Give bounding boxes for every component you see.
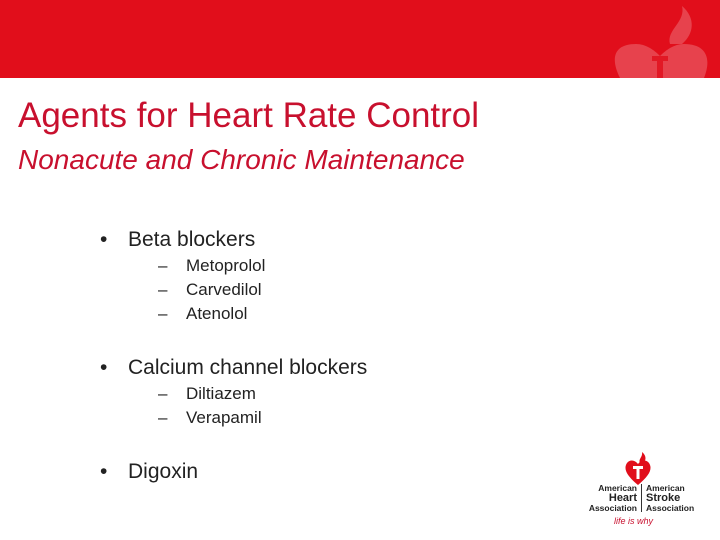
sub-bullet-text: Atenolol	[186, 304, 248, 323]
bullet-marker: •	[100, 460, 108, 483]
sub-bullet-marker: –	[158, 280, 168, 299]
sub-bullet-item	[128, 382, 520, 406]
logo-asa-wordmark	[646, 484, 708, 513]
bullet-list	[100, 226, 520, 486]
bullet-item	[100, 226, 520, 326]
bullet-marker: •	[100, 356, 108, 379]
sub-bullet-list	[128, 254, 520, 326]
sub-bullet-item	[128, 302, 520, 326]
logo-aha-line1: American	[598, 483, 637, 493]
bullet-marker: •	[100, 228, 108, 251]
slide-title: Agents for Heart Rate Control	[18, 96, 480, 135]
logo-tagline: life is why	[614, 516, 654, 526]
sub-bullet-text: Metoprolol	[186, 256, 266, 275]
sub-bullet-marker: –	[158, 384, 168, 403]
sub-bullet-list	[128, 382, 520, 430]
bullet-text: Beta blockers	[128, 228, 256, 251]
heart-torch-watermark-icon	[600, 0, 720, 78]
slide-subtitle: Nonacute and Chronic Maintenance	[18, 144, 465, 175]
sub-bullet-marker: –	[158, 256, 168, 275]
logo-divider	[641, 484, 642, 512]
bullet-item	[100, 458, 520, 486]
bullet-item	[100, 354, 520, 430]
logo-aha-line2: Heart	[608, 492, 637, 504]
sub-bullet-marker: –	[158, 304, 168, 323]
sub-bullet-text: Verapamil	[186, 408, 262, 427]
sub-bullet-text: Diltiazem	[186, 384, 256, 403]
sub-bullet-text: Carvedilol	[186, 280, 262, 299]
logo-aha-wordmark	[578, 484, 637, 513]
header-banner	[0, 0, 720, 78]
logo-asa-line1: American	[646, 483, 685, 493]
heart-torch-icon	[623, 452, 653, 486]
sub-bullet-item	[128, 254, 520, 278]
sub-bullet-item	[128, 278, 520, 302]
bullet-content	[100, 226, 520, 486]
logo-aha-line3: Association	[588, 503, 637, 513]
aha-asa-logo	[578, 452, 706, 532]
bullet-text: Calcium channel blockers	[128, 356, 368, 379]
logo-asa-line3: Association	[646, 503, 695, 513]
sub-bullet-marker: –	[158, 408, 168, 427]
logo-asa-line2: Stroke	[646, 492, 681, 504]
bullet-text: Digoxin	[128, 460, 199, 483]
sub-bullet-item	[128, 406, 520, 430]
